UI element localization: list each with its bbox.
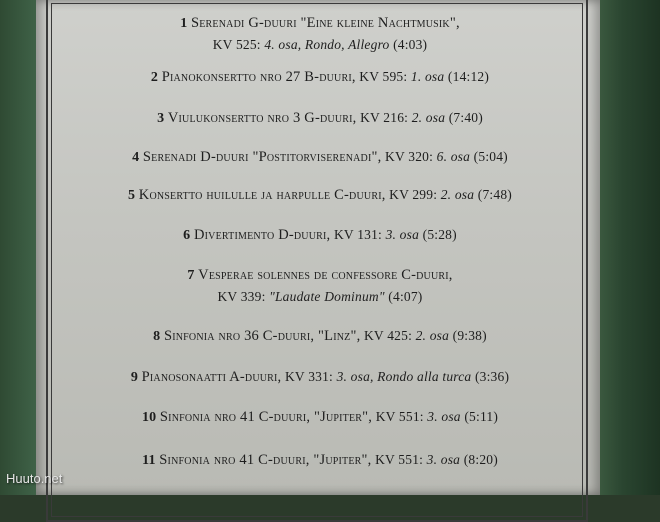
track-movement: 3. osa bbox=[385, 227, 420, 242]
track-title: Konsertto huilulle ja harpulle C-duuri, bbox=[138, 187, 386, 203]
track-number: 4 bbox=[132, 150, 140, 165]
track-kv: KV 425: bbox=[363, 328, 413, 343]
track-duration: (7:40) bbox=[448, 110, 483, 125]
track-number: 8 bbox=[153, 329, 161, 344]
track-8 bbox=[60, 325, 580, 347]
track-title: Pianosonaatti A-duuri, bbox=[141, 369, 282, 385]
track-title: Pianokonsertto nro 27 B-duuri, bbox=[161, 69, 356, 85]
track-title: Vesperae solennes de confessore C-duuri, bbox=[198, 267, 453, 283]
track-kv: KV 320: bbox=[385, 149, 434, 164]
track-number: 6 bbox=[183, 228, 191, 243]
track-kv: KV 551: bbox=[375, 452, 424, 467]
track-title: Viulukonsertto nro 3 G-duuri, bbox=[167, 110, 357, 126]
track-movement: 2. osa bbox=[411, 110, 446, 125]
track-kv: KV 216: bbox=[360, 110, 409, 125]
track-number: 5 bbox=[128, 188, 136, 203]
track-number: 2 bbox=[150, 70, 159, 85]
track-movement: "Laudate Dominum" bbox=[269, 289, 385, 304]
track-kv: KV 131: bbox=[333, 227, 382, 242]
track-3 bbox=[60, 107, 580, 129]
track-2 bbox=[60, 66, 580, 88]
track-duration: (14:12) bbox=[447, 69, 490, 84]
track-number: 1 bbox=[180, 16, 188, 31]
track-movement: 3. osa bbox=[426, 452, 461, 467]
track-duration: (4:03) bbox=[393, 37, 428, 52]
track-number: 3 bbox=[157, 111, 165, 126]
track-kv: KV 551: bbox=[375, 409, 424, 424]
track-kv: KV 331: bbox=[284, 369, 333, 384]
track-10 bbox=[60, 406, 580, 428]
track-movement: 6. osa bbox=[436, 149, 471, 164]
track-movement: 1. osa bbox=[410, 69, 445, 84]
track-11 bbox=[60, 449, 580, 471]
track-title: Divertimento D-duuri, bbox=[193, 227, 331, 243]
track-duration: (5:11) bbox=[464, 409, 499, 424]
track-duration: (3:36) bbox=[474, 369, 510, 384]
watermark-logo: Huuto.net bbox=[6, 471, 63, 486]
track-5 bbox=[60, 184, 580, 206]
track-9 bbox=[60, 366, 580, 388]
track-list bbox=[60, 0, 580, 495]
track-movement: 3. osa bbox=[427, 409, 461, 424]
track-title: Sinfonia nro 36 C-duuri, "Linz", bbox=[163, 328, 361, 344]
track-duration: (5:04) bbox=[473, 149, 508, 164]
track-movement: 3. osa, Rondo alla turca bbox=[336, 369, 472, 384]
track-number: 9 bbox=[130, 370, 139, 385]
track-number: 11 bbox=[142, 453, 156, 468]
track-1 bbox=[60, 12, 580, 55]
track-6 bbox=[60, 224, 580, 246]
track-movement: 2. osa bbox=[415, 328, 450, 343]
track-movement: 4. osa, Rondo, Allegro bbox=[264, 37, 390, 52]
track-kv: KV 525: bbox=[212, 37, 261, 52]
track-number: 10 bbox=[141, 410, 157, 425]
track-number: 7 bbox=[187, 268, 195, 283]
track-title: Serenadi G-duuri "Eine kleine Nachtmusik", bbox=[190, 15, 460, 31]
track-4 bbox=[60, 146, 580, 168]
track-kv: KV 339: bbox=[217, 289, 266, 304]
track-duration: (5:28) bbox=[422, 227, 457, 242]
track-duration: (4:07) bbox=[388, 289, 423, 304]
track-duration: (8:20) bbox=[463, 452, 498, 467]
background-right bbox=[598, 0, 660, 495]
track-title: Sinfonia nro 41 C-duuri, "Jupiter", bbox=[159, 452, 372, 468]
track-kv: KV 299: bbox=[389, 187, 438, 202]
track-kv: KV 595: bbox=[359, 69, 408, 84]
track-title: Sinfonia nro 41 C-duuri, "Jupiter", bbox=[159, 409, 373, 425]
track-duration: (9:38) bbox=[452, 328, 487, 343]
track-title: Serenadi D-duuri "Postitorviserenadi", bbox=[142, 149, 382, 165]
track-7 bbox=[60, 264, 580, 307]
track-duration: (7:48) bbox=[477, 187, 512, 202]
track-movement: 2. osa bbox=[440, 187, 475, 202]
